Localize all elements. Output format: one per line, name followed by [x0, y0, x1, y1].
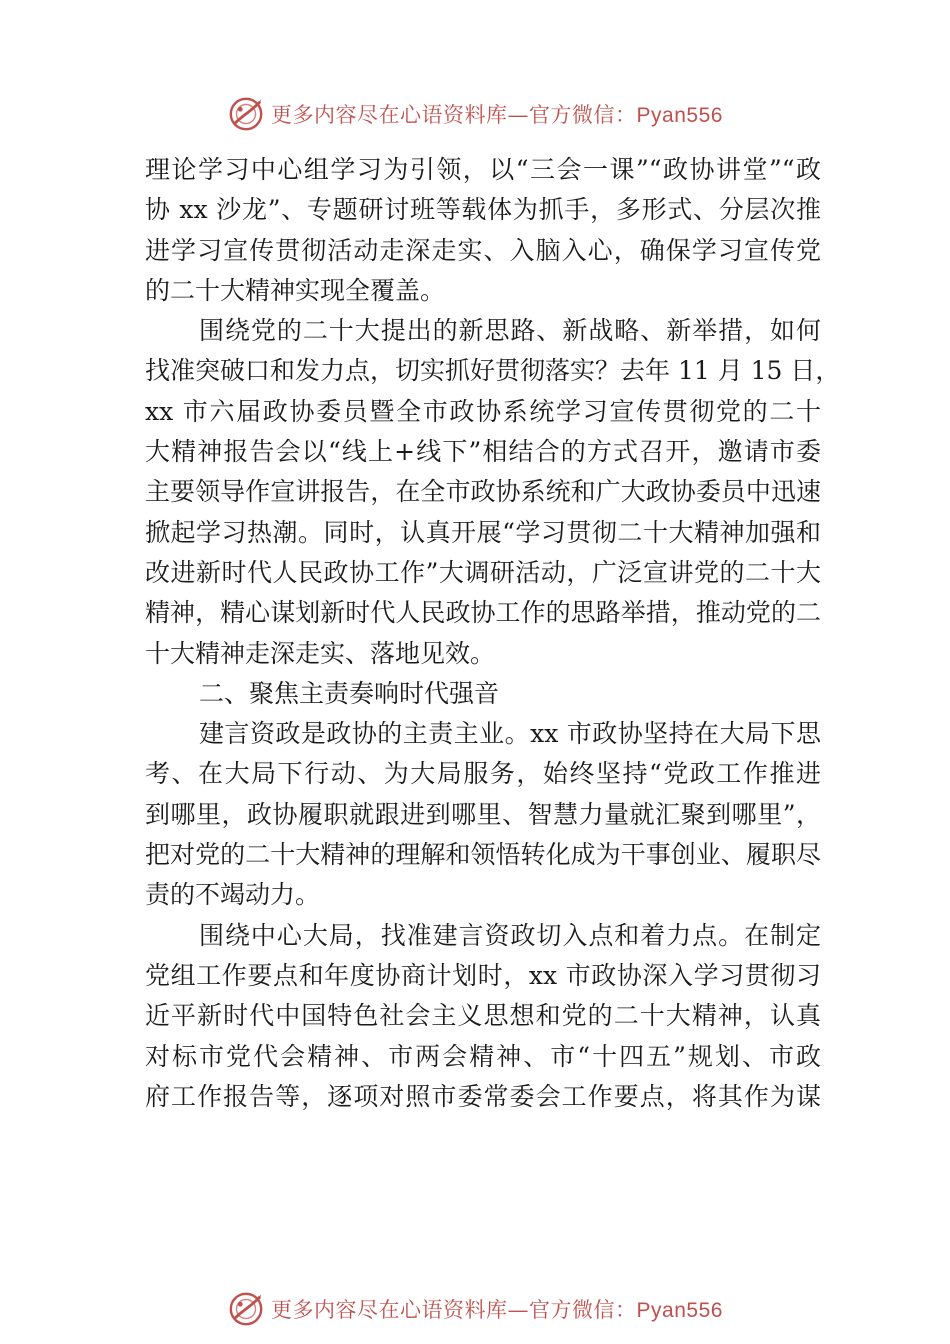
banner-wechat-label: 官方微信：	[529, 103, 637, 127]
text-line: 近平新时代中国特色社会主义思想和党的二十大精神，认真	[145, 1001, 821, 1031]
text-line: 考、在大局下行动、为大局服务，始终坚持“党政工作推进	[145, 759, 821, 789]
logo-icon	[227, 1290, 265, 1328]
banner-text	[271, 1294, 723, 1324]
banner-wechat-id: Pyan556	[636, 104, 723, 127]
text-line: 责的不竭动力。	[145, 880, 321, 910]
text-line: 理论学习中心组学习为引领，以“三会一课”“政协讲堂”“政	[145, 155, 821, 184]
text-line: 协 xx 沙龙”、专题研讨班等载体为抓手，多形式、分层次推	[145, 195, 821, 225]
text-line: 十大精神走深走实、落地见效。	[145, 638, 496, 668]
banner-separator: —	[507, 103, 530, 127]
logo-icon	[227, 95, 265, 133]
banner-wechat-label: 官方微信：	[529, 1298, 637, 1322]
document-body	[145, 150, 841, 1117]
text-line: xx 市六届政协委员暨全市政协系统学习宣传贯彻党的二十	[145, 396, 821, 426]
banner-main-text: 更多内容尽在心语资料库	[271, 1298, 508, 1322]
text-line: 进学习宣传贯彻活动走深走实、入脑入心，确保学习宣传党	[145, 235, 821, 265]
text-line: 建言资政是政协的主责主业。xx 市政协坚持在大局下思	[199, 719, 821, 749]
text-line: 围绕中心大局，找准建言资政切入点和着力点。在制定	[199, 920, 821, 950]
text-line: 大精神报告会以“线上+线下”相结合的方式召开，邀请市委	[145, 437, 821, 467]
banner-wechat-id: Pyan556	[636, 1299, 723, 1322]
text-line: 改进新时代人民政协工作”大调研活动，广泛宣讲党的二十大	[145, 557, 821, 587]
banner-text	[271, 99, 723, 129]
section-heading: 二、聚焦主责奏响时代强音	[199, 678, 500, 708]
banner-main-text: 更多内容尽在心语资料库	[271, 103, 508, 127]
text-line: 府工作报告等，逐项对照市委常委会工作要点，将其作为谋	[145, 1081, 821, 1111]
banner-separator: —	[507, 1298, 530, 1322]
text-line: 的二十大精神实现全覆盖。	[145, 275, 446, 305]
text-line: 对标市党代会精神、市两会精神、市“十四五”规划、市政	[145, 1041, 821, 1071]
text-line: 把对党的二十大精神的理解和领悟转化成为干事创业、履职尽	[145, 840, 821, 870]
footer-banner	[0, 1287, 950, 1331]
text-line: 掀起学习热潮。同时，认真开展“学习贯彻二十大精神加强和	[145, 517, 821, 547]
text-line: 主要领导作宣讲报告，在全市政协系统和广大政协委员中迅速	[145, 477, 821, 507]
text-line: 到哪里，政协履职就跟进到哪里、智慧力量就汇聚到哪里”，	[145, 799, 821, 829]
text-line: 围绕党的二十大提出的新思路、新战略、新举措，如何	[199, 316, 821, 346]
text-line: 党组工作要点和年度协商计划时，xx 市政协深入学习贯彻习	[145, 960, 821, 990]
text-line: 精神，精心谋划新时代人民政协工作的思路举措，推动党的二	[145, 598, 821, 628]
text-line: 找准突破口和发力点，切实抓好贯彻落实？去年 11 月 15 日，	[145, 356, 841, 386]
header-banner	[0, 92, 950, 136]
